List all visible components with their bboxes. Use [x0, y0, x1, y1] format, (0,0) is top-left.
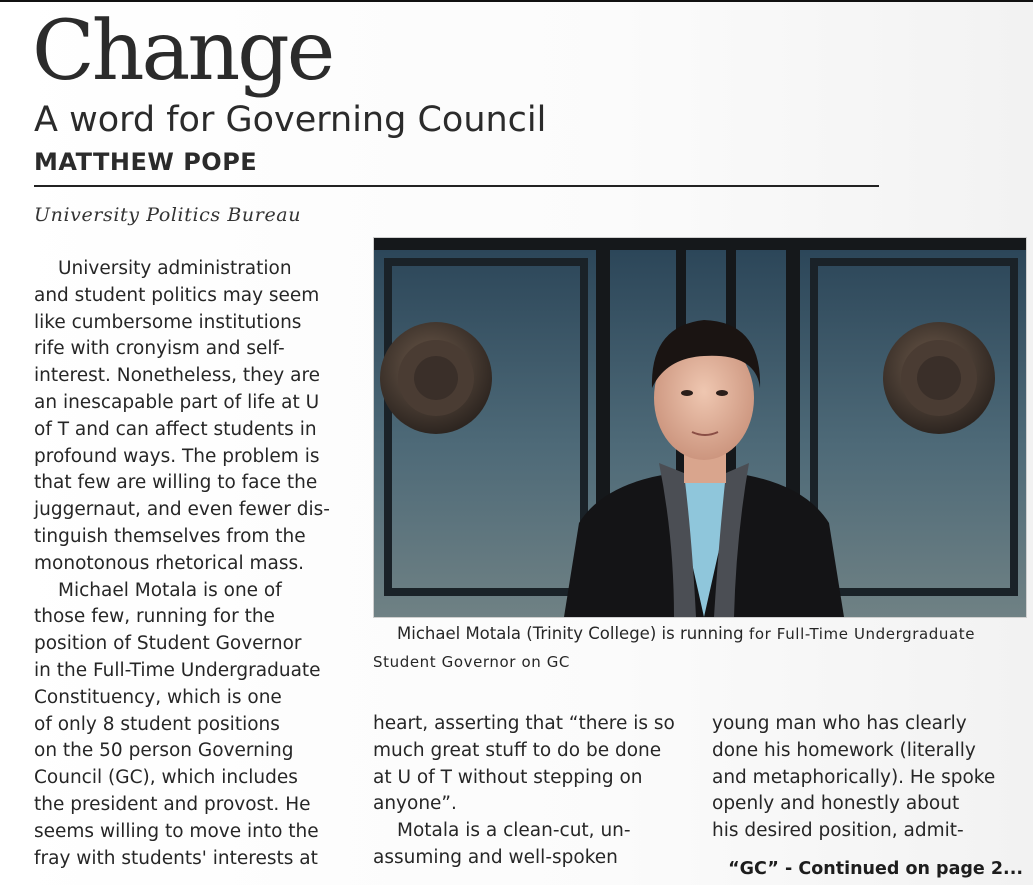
text-line: Council (GC), which includes [34, 767, 298, 789]
author-byline: MATTHEW POPE [34, 148, 258, 176]
text-line: profound ways. The problem is [34, 445, 320, 467]
article-column-1 [34, 256, 330, 872]
text-line: heart, asserting that “there is so [373, 713, 675, 734]
text-line: seems willing to move into the [34, 820, 319, 842]
text-line: on the 50 person Governing [34, 740, 294, 762]
text-line: anyone”. [373, 793, 457, 815]
photo-caption [373, 620, 1013, 676]
byline-rule [34, 185, 879, 187]
continued-on-page-link[interactable]: “GC” - Continued on page 2... [728, 859, 1023, 879]
text-line: Constituency, which is one [34, 686, 282, 708]
text-line: young man who has clearly [712, 713, 967, 734]
text-line: monotonous rhetorical mass. [34, 552, 304, 574]
headline: Change [32, 4, 333, 99]
caption-line-2: Student Governor on GC [373, 653, 570, 671]
text-line: rife with cronyism and self- [34, 338, 285, 360]
article-column-3 [712, 711, 995, 845]
text-line: Michael Motala is one of [58, 579, 282, 601]
text-line: University administration [58, 258, 292, 279]
text-line: that few are willing to face the [34, 472, 318, 494]
bureau-label: University Politics Bureau [34, 204, 302, 226]
text-line: his desired position, admit- [712, 820, 964, 842]
text-line: interest. Nonetheless, they are [34, 365, 321, 387]
caption-line-1 [373, 620, 1013, 648]
article-photo [373, 237, 1027, 618]
text-line: and student politics may seem [34, 284, 320, 306]
text-line: done his homework (literally [712, 739, 976, 761]
text-line: of T and can affect students in [34, 418, 317, 440]
text-line: Motala is a clean-cut, un- [397, 820, 631, 842]
text-line: those few, running for the [34, 606, 275, 628]
top-rule [0, 0, 1033, 2]
caption-lead: Michael Motala (Trinity College) is running [397, 624, 744, 643]
text-line: assuming and well-spoken [373, 846, 618, 868]
text-line: much great stuff to do be done [373, 739, 662, 761]
text-line: openly and honestly about [712, 793, 960, 815]
text-line: in the Full-Time Undergraduate [34, 659, 321, 681]
text-line: juggernaut, and even fewer dis- [34, 499, 330, 521]
text-line: the president and provost. He [34, 793, 311, 815]
text-line: at U of T without stepping on [373, 766, 643, 788]
text-line: position of Student Governor [34, 633, 302, 655]
text-line: and metaphorically). He spoke [712, 766, 996, 788]
article-column-2 [373, 711, 675, 872]
subheadline: A word for Governing Council [34, 100, 547, 140]
text-line: fray with students' interests at [34, 847, 318, 869]
text-line: of only 8 student positions [34, 713, 280, 735]
text-line: like cumbersome institutions [34, 311, 302, 333]
text-line: an inescapable part of life at U [34, 391, 320, 413]
text-line: tinguish themselves from the [34, 525, 306, 547]
caption-rest: for Full-Time Undergraduate [743, 625, 976, 643]
